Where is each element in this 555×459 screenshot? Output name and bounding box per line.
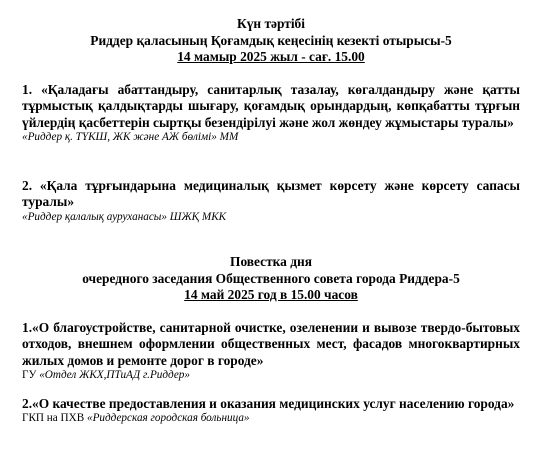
kz-agenda-item-2 [22,178,520,224]
ru-heading [22,254,520,304]
ru-item-1-title: 1.«О благоустройстве, санитарной очистке, озеленении и вывозе твердо-бытовых отходов, внешнем оформлении общественных мест, фасадов многоквартирных жилых домов и ремонте дорог в городе» [22,320,520,368]
ru-item-1-responsible-prefix: ГУ [22,368,40,381]
ru-agenda-item-1 [22,320,520,382]
ru-item-2-responsible [22,412,520,425]
kz-item-2-title: 2. «Қала тұрғындарына медициналық қызмет көрсету және көрсету сапасы туралы» [22,178,520,210]
kz-heading-date: 14 мамыр 2025 жыл - сағ. 15.00 [177,49,365,64]
ru-heading-subtitle: очередного заседания Общественного совета города Риддера-5 [82,270,460,286]
ru-item-2-responsible-name: «Риддерская городская больница» [86,412,250,425]
ru-item-2-title: 2.«О качестве предоставления и оказания медицинских услуг населению города» [22,396,515,411]
kz-heading-subtitle: Риддер қаласының Қоғамдық кеңесінің кезекті отырысы-5 [90,32,452,48]
ru-item-1-responsible-name: «Отдел ЖКХ,ПТиАД г.Риддер» [39,368,190,381]
kz-heading-title: Күн тәртібі [237,16,305,31]
ru-agenda-item-2 [22,396,520,425]
kz-item-2-responsible: «Риддер қалалық ауруханасы» ШЖҚ МКК [22,210,227,223]
kz-item-1-title: 1. «Қаладағы абаттандыру, санитарлық тазалау, көгалдандыру және қатты тұрмыстық қалдықтарды шығару, қоғамдық орындардың, көпқабатты тұрғын үйлердің қасбеттерін сыртқы безендірілуі және жол жөндеу жұмыстары туралы» [22,82,520,130]
kz-heading [22,16,520,66]
ru-item-1-responsible [22,369,520,382]
ru-heading-date: 14 май 2025 год в 15.00 часов [184,287,358,302]
ru-heading-title: Повестка дня [230,254,312,269]
kz-item-1-responsible: «Риддер қ. ТҮКШ, ЖК және АЖ бөлімі» ММ [22,130,239,143]
kz-agenda-item-1 [22,82,520,144]
ru-item-2-responsible-prefix: ГКП на ПХВ [22,412,87,425]
